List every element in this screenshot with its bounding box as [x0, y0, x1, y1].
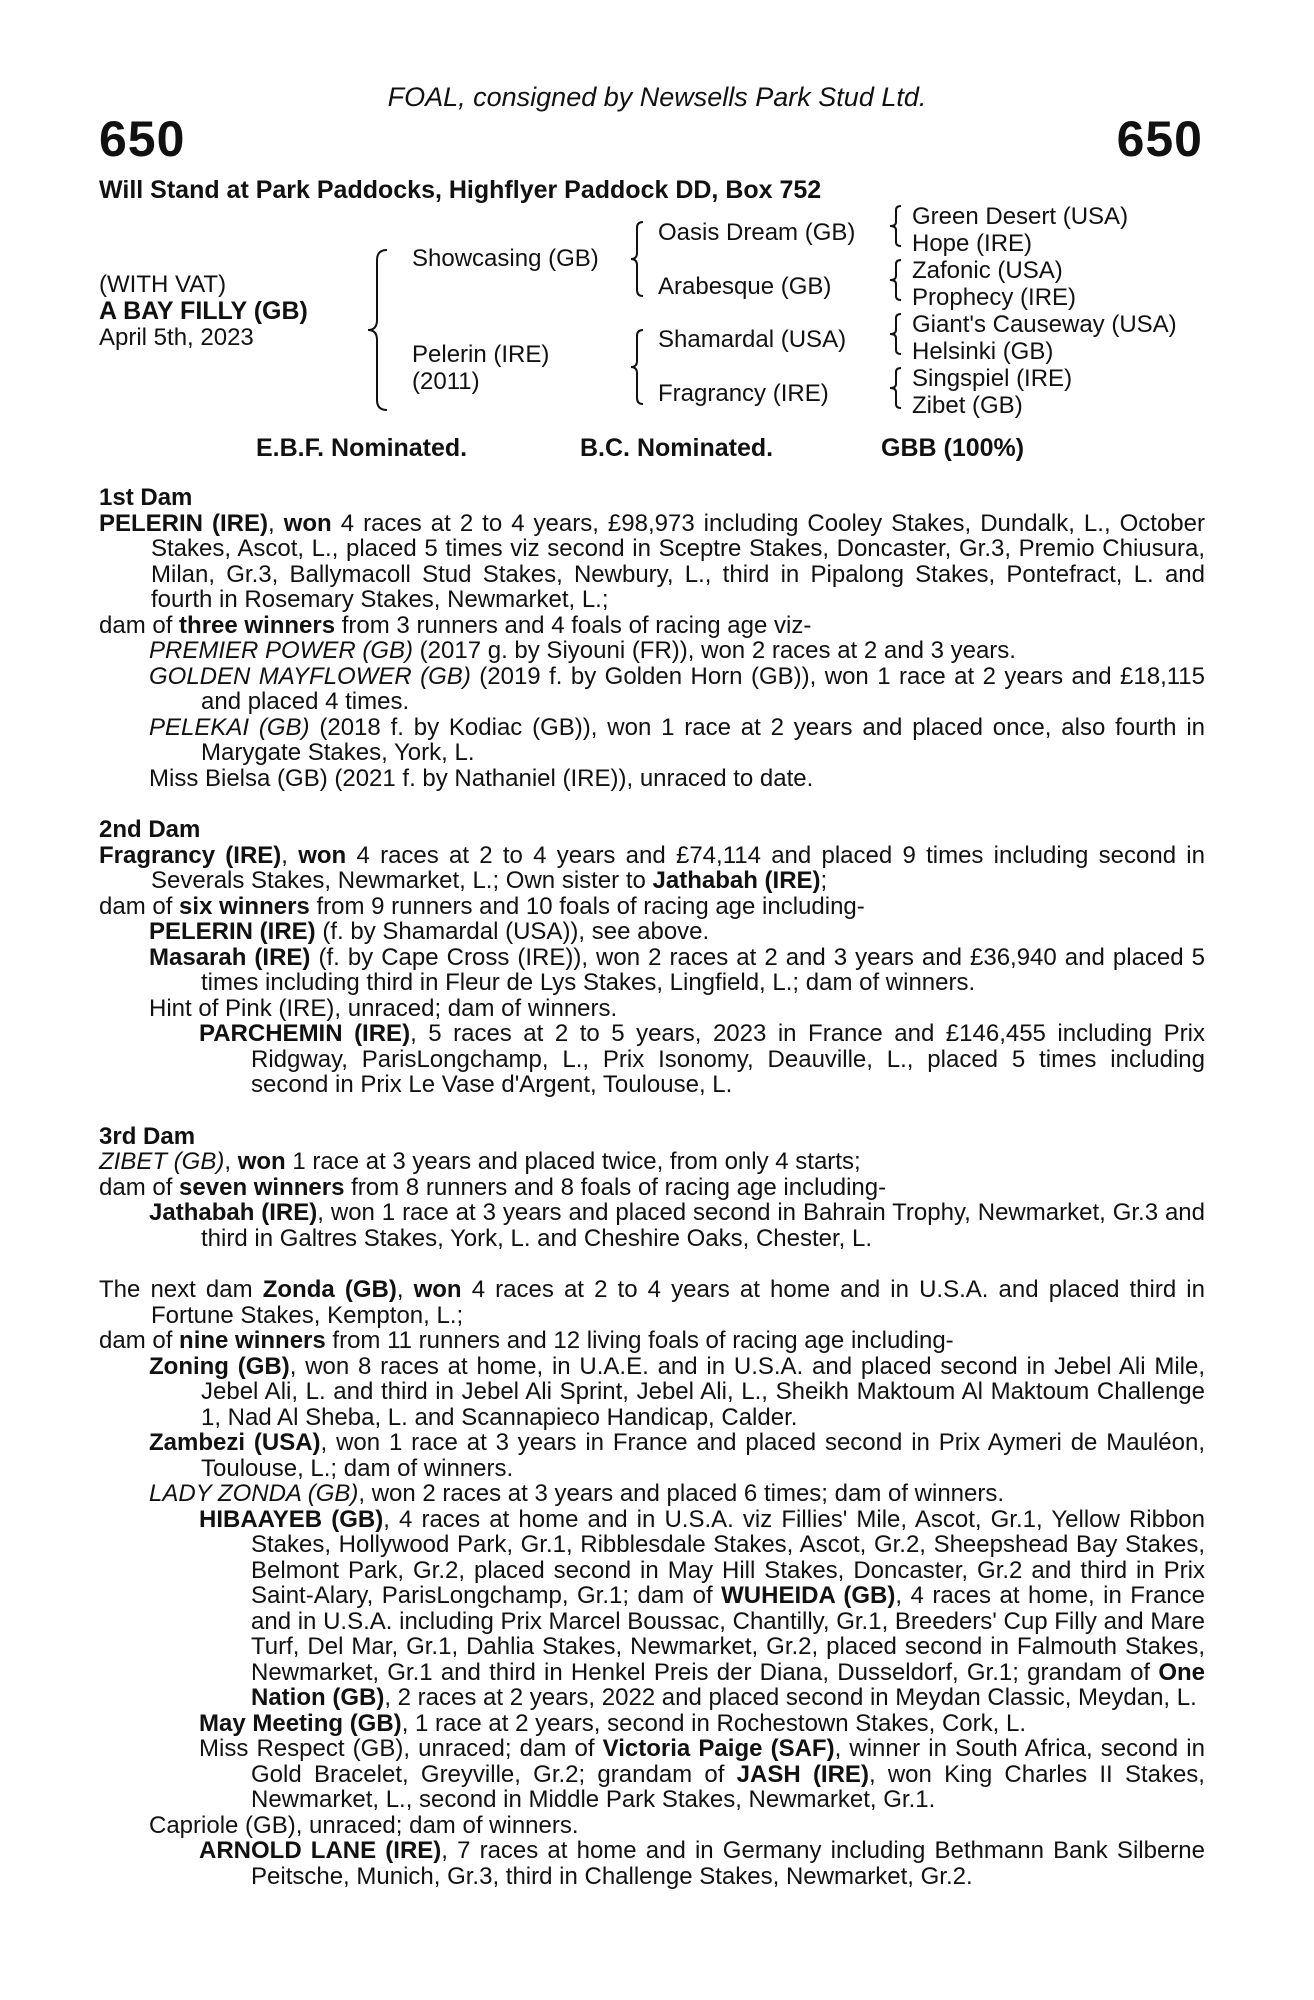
dam-record: The next dam Zonda (GB), won 4 races at 2 to 4 years at home and in U.S.A. and placed third in Fortune Stakes, Kempton, L.;	[99, 1276, 1205, 1329]
grandsire-4: Prophecy (IRE)	[912, 284, 1077, 311]
dam-sire: Shamardal (USA)	[658, 326, 847, 353]
produce-entry: Jathabah (IRE), won 1 race at 3 years and placed second in Bahrain Trophy, Newmarket, Gr.3 and third in Galtres Stakes, York, L. and Cheshire Oaks, Chester, L.	[149, 1199, 1205, 1252]
sire-name: Showcasing (GB)	[412, 245, 599, 272]
third-dam-section	[99, 1124, 1205, 1252]
produce-entry: PELERIN (IRE) (f. by Shamardal (USA)), see above.	[149, 918, 710, 945]
second-dam-section	[99, 817, 1205, 1098]
grandsire-2: Hope (IRE)	[912, 230, 1033, 257]
brace-sire	[628, 220, 648, 300]
dam-year: (2011)	[412, 368, 480, 395]
dam-record: ZIBET (GB), won 1 race at 3 years and placed twice, from only 4 starts;	[99, 1148, 861, 1175]
bc-nomination: B.C. Nominated.	[580, 434, 774, 462]
brace-g34	[887, 258, 907, 304]
horse-name: A BAY FILLY (GB)	[99, 297, 308, 325]
dam-dam: Fragrancy (IRE)	[658, 380, 829, 407]
produce-entry: Hint of Pink (IRE), unraced; dam of winners.	[149, 994, 618, 1022]
ebf-nomination: E.B.F. Nominated.	[256, 434, 468, 462]
dam-record: Fragrancy (IRE), won 4 races at 2 to 4 years and £74,114 and placed 9 times including second in Severals Stakes, Newmarket, L.; Own sister to Jathabah (IRE);	[99, 841, 1205, 894]
gbb-rating: GBB (100%)	[881, 434, 1025, 462]
grandsire-8: Zibet (GB)	[912, 392, 1023, 419]
lot-number-right: 650	[1116, 111, 1203, 167]
grandsire-5: Giant's Causeway (USA)	[912, 311, 1177, 338]
produce-entry: Capriole (GB), unraced; dam of winners.	[149, 1811, 579, 1839]
sire-sire: Oasis Dream (GB)	[658, 219, 856, 246]
produce-entry: LADY ZONDA (GB), won 2 races at 3 years and placed 6 times; dam of winners.	[149, 1480, 1005, 1507]
produce-summary: dam of nine winners from 11 runners and 12 living foals of racing age including-	[99, 1327, 954, 1354]
produce-entry: PARCHEMIN (IRE), 5 races at 2 to 5 years, 2023 in France and £146,455 including Prix Ridgway, ParisLongchamp, L., Prix Isonomy, Deauville, L., placed 5 times including second in Prix Le Vase d'Argent, Toulouse, L.	[199, 1020, 1205, 1098]
brace-g56	[887, 312, 907, 358]
dam-name: Pelerin (IRE)	[412, 341, 550, 368]
dam-record: PELERIN (IRE), won 4 races at 2 to 4 years, £98,973 including Cooley Stakes, Dundalk, L., October Stakes, Ascot, L., placed 5 times viz second in Sceptre Stakes, Doncaster, Gr.3, Premio Chiusura, Milan, Gr.3, Ballymacoll Stud Stakes, Newbury, L., third in Pipalong Stakes, Pontefract, L. and fourth in Rosemary Stakes, Newmarket, L.;	[99, 509, 1205, 613]
section-heading: 3rd Dam	[99, 1122, 196, 1150]
grandsire-1: Green Desert (USA)	[912, 203, 1129, 230]
catalogue-body	[99, 485, 1205, 1889]
produce-summary: dam of six winners from 9 runners and 10 foals of racing age including-	[99, 892, 865, 920]
brace-dam	[628, 328, 648, 408]
produce-entry: Zambezi (USA), won 1 race at 3 years in France and placed second in Prix Aymeri de Mauléon, Toulouse, L.; dam of winners.	[149, 1429, 1205, 1482]
section-heading: 1st Dam	[99, 484, 193, 511]
vat-label: (WITH VAT)	[99, 271, 227, 298]
produce-entry: Miss Bielsa (GB) (2021 f. by Nathaniel (IRE)), unraced to date.	[149, 764, 814, 792]
produce-summary: dam of seven winners from 8 runners and 8 foals of racing age including-	[99, 1173, 887, 1201]
produce-entry: ARNOLD LANE (IRE), 7 races at home and in Germany including Bethmann Bank Silberne Peitsche, Munich, Gr.3, third in Challenge Stakes, Newmarket, Gr.2.	[199, 1837, 1205, 1890]
brace-g12	[887, 204, 907, 250]
next-dam-section	[99, 1277, 1205, 1889]
produce-entry: Zoning (GB), won 8 races at home, in U.A.E. and in U.S.A. and placed second in Jebel Ali Mile, Jebel Ali, L. and third in Jebel Ali Sprint, Jebel Ali, L., Sheikh Maktoum Al Maktoum Challenge 1, Nad Al Sheba, L. and Scannapieco Handicap, Calder.	[149, 1352, 1206, 1431]
consignor-line: FOAL, consigned by Newsells Park Stud Ltd.	[387, 82, 927, 112]
grandsire-7: Singspiel (IRE)	[912, 365, 1073, 392]
produce-entry: May Meeting (GB), 1 race at 2 years, second in Rochestown Stakes, Cork, L.	[199, 1709, 1026, 1737]
brace-g78	[887, 366, 907, 412]
produce-entry: PELEKAI (GB) (2018 f. by Kodiac (GB)), won 1 race at 2 years and placed once, also fourth in Marygate Stakes, York, L.	[149, 713, 1205, 766]
produce-entry: Miss Respect (GB), unraced; dam of Victoria Paige (SAF), winner in South Africa, second in Gold Bracelet, Greyville, Gr.2; grandam of JASH (IRE), won King Charles II Stakes, Newmarket, L., second in Middle Park Stakes, Newmarket, Gr.1.	[199, 1735, 1205, 1813]
produce-entry: PREMIER POWER (GB) (2017 g. by Siyouni (FR)), won 2 races at 2 and 3 years.	[149, 637, 1016, 664]
first-dam-section	[99, 485, 1205, 791]
produce-entry: HIBAAYEB (GB), 4 races at home and in U.S.A. viz Fillies' Mile, Ascot, Gr.1, Yellow Ribbon Stakes, Hollywood Park, Gr.1, Ribblesdale Stakes, Ascot, Gr.2, Sheepshead Bay Stakes, Belmont Park, Gr.2, placed second in May Hill Stakes, Doncaster, Gr.2 and third in Prix Saint-Alary, ParisLongchamp, Gr.1; dam of WUHEIDA (GB), 4 races at home, in France and in U.S.A. including Prix Marcel Boussac, Chantilly, Gr.1, Breeders' Cup Filly and Mare Turf, Del Mar, Gr.1, Dahlia Stakes, Newmarket, Gr.2, placed second in Falmouth Stakes, Newmarket, Gr.1 and third in Henkel Preis der Diana, Dusseldorf, Gr.1; grandam of One Nation (GB), 2 races at 2 years, 2022 and placed second in Meydan Classic, Meydan, L.	[199, 1505, 1205, 1711]
section-heading: 2nd Dam	[99, 816, 201, 843]
foaling-date: April 5th, 2023	[99, 324, 254, 351]
grandsire-3: Zafonic (USA)	[912, 257, 1063, 284]
lot-number-left: 650	[99, 111, 186, 167]
produce-entry: GOLDEN MAYFLOWER (GB) (2019 f. by Golden Horn (GB)), won 1 race at 2 years and £18,115 and placed 4 times.	[149, 662, 1205, 715]
brace-main	[365, 248, 395, 413]
stand-location: Will Stand at Park Paddocks, Highflyer Paddock DD, Box 752	[99, 176, 822, 204]
produce-entry: Masarah (IRE) (f. by Cape Cross (IRE)), won 2 races at 2 and 3 years and £36,940 and placed 5 times including third in Fleur de Lys Stakes, Lingfield, L.; dam of winners.	[149, 943, 1205, 996]
grandsire-6: Helsinki (GB)	[912, 338, 1054, 365]
sire-dam: Arabesque (GB)	[658, 273, 832, 300]
produce-summary: dam of three winners from 3 runners and 4 foals of racing age viz-	[99, 611, 812, 639]
